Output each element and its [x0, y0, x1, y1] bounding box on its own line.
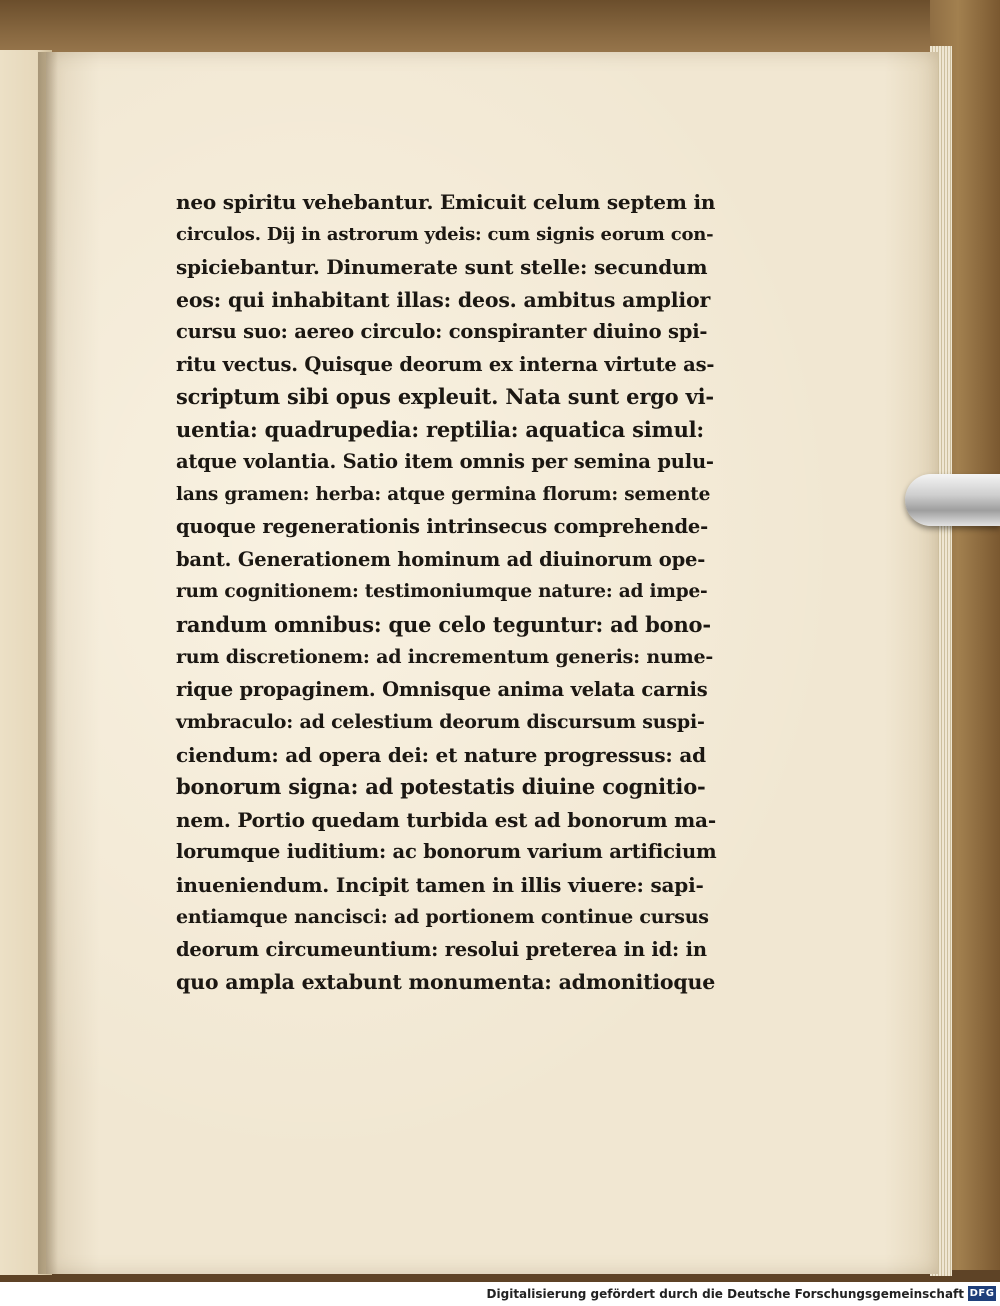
text-line: entiamque nancisci: ad portionem continue cursus [176, 906, 709, 928]
text-line: deorum circumeuntium: resolui preterea in id: in [176, 937, 707, 961]
dfg-logo-icon: DFG [969, 1288, 995, 1299]
footer-bar [0, 1282, 1000, 1306]
text-line: rum discretionem: ad incrementum generis: nume- [176, 646, 714, 668]
text-line: circulos. Dij in astrorum ydeis: cum signis eorum con- [176, 223, 714, 245]
text-line: rum cognitionem: testimoniumque nature: ad impe- [176, 581, 708, 602]
text-line: nem. Portio quedam turbida est ad bonorum ma- [176, 807, 716, 832]
text-line: quoque regenerationis intrinsecus comprehende- [176, 515, 708, 538]
text-line: ritu vectus. Quisque deorum ex interna virtute as- [176, 352, 715, 376]
text-line: lorumque iuditium: ac bonorum varium artificium [176, 840, 717, 863]
text-line: neo spiritu vehebantur. Emicuit celum septem in [176, 190, 716, 214]
text-line: bant. Generationem hominum ad diuinorum ope- [176, 547, 706, 571]
text-line: inueniendum. Incipit tamen in illis viuere: sapi- [176, 872, 704, 897]
text-line: ciendum: ad opera dei: et nature progressus: ad [176, 742, 706, 767]
text-line: bonorum signa: ad potestatis diuine cognitio- [176, 774, 706, 799]
text-line: spiciebantur. Dinumerate sunt stelle: secundum [176, 255, 708, 279]
text-line: cursu suo: aereo circulo: conspiranter diuino spi- [176, 320, 708, 343]
text-line: vmbraculo: ad celestium deorum discursum suspi- [176, 711, 705, 733]
funding-credit: Digitalisierung gefördert durch die Deutsche Forschungsgemeinschaft [486, 1287, 964, 1301]
printed-text-block [176, 186, 716, 999]
text-line: quo ampla extabunt monumenta: admonitioque [176, 970, 716, 994]
text-line: rique propaginem. Omnisque anima velata carnis [176, 677, 708, 701]
spine-shadow [38, 52, 58, 1274]
book-cover-top [0, 0, 1000, 60]
text-line: scriptum sibi opus expleuit. Nata sunt ergo vi- [176, 384, 714, 409]
text-line: randum omnibus: que celo teguntur: ad bono- [176, 611, 711, 637]
text-line: lans gramen: herba: atque germina florum: semente [176, 483, 711, 505]
text-line: uentia: quadrupedia: reptilia: aquatica simul: [176, 416, 704, 442]
text-line: atque volantia. Satio item omnis per semina pulu- [176, 450, 714, 473]
text-line: eos: qui inhabitant illas: deos. ambitus amplior [176, 287, 711, 312]
page-clip-icon [905, 474, 1000, 526]
